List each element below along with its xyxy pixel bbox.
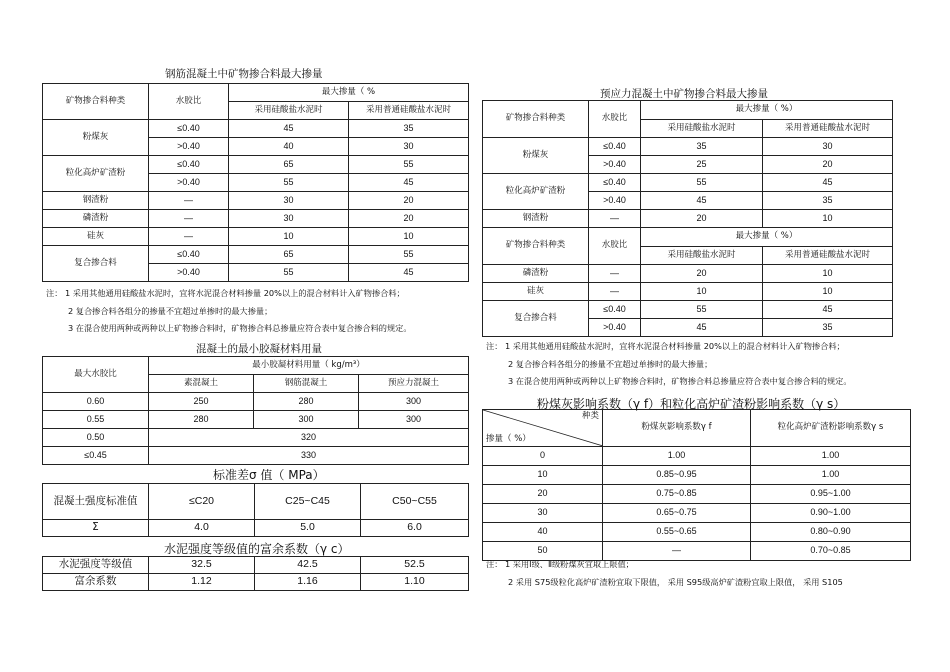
t1-cell: ≤0.40: [149, 120, 229, 138]
t6-cell: 0.65~0.75: [603, 504, 751, 523]
t6-cell: 0.80~0.90: [751, 523, 911, 542]
t5-cell: 30: [763, 138, 893, 156]
t1-cell: 30: [229, 210, 349, 228]
t1-cell: 20: [349, 192, 469, 210]
t5-cell: —: [589, 265, 641, 283]
t1-note-3: 3 在混合使用两种或两种以上矿物掺合料时，矿物掺合料总掺量应符合表中复合掺合料的规定。: [68, 323, 412, 333]
t1-cell: 35: [349, 120, 469, 138]
t5-cell: 10: [763, 265, 893, 283]
t1-cell: 10: [229, 228, 349, 246]
t1-cell: 55: [349, 156, 469, 174]
t5-cell: ≤0.40: [589, 301, 641, 319]
t6-cell: 0: [483, 447, 603, 466]
t4-cell: 1.16: [255, 574, 361, 591]
t1-cell: >0.40: [149, 264, 229, 282]
t5-h-type-2: 矿物掺合料种类: [483, 228, 589, 265]
t3-table: [42, 483, 469, 537]
t2-table: [42, 356, 469, 465]
t5-cell: 35: [763, 319, 893, 337]
t3-h-c1: ≤C20: [149, 484, 255, 520]
t5-cell: ≤0.40: [589, 174, 641, 192]
t5-cell: 45: [763, 301, 893, 319]
t3-title: 标准差σ 值（ MPa）: [213, 468, 325, 482]
t6-table: [482, 409, 911, 561]
t6-cell: 0.55~0.65: [603, 523, 751, 542]
t1-h-c1: 采用硅酸盐水泥时: [229, 102, 349, 120]
t4-title: 水泥强度等级值的富余系数（γ c）: [164, 542, 350, 556]
t6-cell: 30: [483, 504, 603, 523]
t5-cell: 20: [763, 156, 893, 174]
t1-row-name: 磷渣粉: [43, 210, 149, 228]
t1-cell: 20: [349, 210, 469, 228]
t2-cell: 300: [254, 411, 359, 429]
t5-cell: >0.40: [589, 192, 641, 210]
t4-r2-label: 富余系数: [43, 574, 149, 591]
t2-cell: 280: [149, 411, 254, 429]
t5-row-name: 粉煤灰: [483, 138, 589, 174]
t6-cell: 20: [483, 485, 603, 504]
t1-cell: ≤0.40: [149, 156, 229, 174]
t1-h-wb: 水胶比: [149, 84, 229, 120]
t1-note-2: 2 复合掺合料各组分的掺量不宜超过单掺时的最大掺量；: [68, 306, 273, 316]
t5-h-wb: 水胶比: [589, 101, 641, 138]
t3-h-label: 混凝土强度标准值: [43, 484, 149, 520]
t4-cell: 42.5: [255, 557, 361, 574]
t1-row-name: 粒化高炉矿渣粉: [43, 156, 149, 192]
t2-title: 混凝土的最小胶凝材料用量: [196, 343, 322, 355]
t5-h-c1-2: 采用硅酸盐水泥时: [641, 247, 763, 265]
t5-cell: 25: [641, 156, 763, 174]
t6-note-2: 2 采用 S75级粒化高炉矿渣粉宜取下限值， 采用 S95级高炉矿渣粉宜取上限值， 采用 S105: [508, 577, 843, 587]
t5-cell: 10: [763, 283, 893, 301]
t4-table: [42, 556, 469, 591]
t2-cell: 320: [149, 429, 469, 447]
t1-note-1: 注： 1 采用其他通用硅酸盐水泥时，宜将水泥混合材料掺量 20%以上的混合材料计入矿物掺合料；: [46, 288, 405, 298]
t2-h-c2: 钢筋混凝土: [254, 375, 359, 393]
t1-cell: —: [149, 192, 229, 210]
t1-cell: —: [149, 228, 229, 246]
t2-cell: 330: [149, 447, 469, 465]
t2-cell: 300: [359, 393, 469, 411]
t3-cell: 6.0: [361, 520, 469, 537]
t5-note-3: 3 在混合使用两种或两种以上矿物掺合料时，矿物掺合料总掺量应符合表中复合掺合料的规定。: [508, 376, 852, 386]
t1-h-c2: 采用普通硅酸盐水泥时: [349, 102, 469, 120]
t6-h-c1: 粉煤灰影响系数γ f: [603, 410, 751, 447]
t5-cell: 35: [763, 192, 893, 210]
t6-cell: 1.00: [603, 447, 751, 466]
t6-h-kind: 种类: [581, 411, 599, 421]
t1-cell: >0.40: [149, 174, 229, 192]
t5-note-2: 2 复合掺合料各组分的掺量不宜超过单掺时的最大掺量；: [508, 359, 713, 369]
t4-r1-label: 水泥强度等级值: [43, 557, 149, 574]
t5-cell: 55: [641, 301, 763, 319]
t6-cell: 0.75~0.85: [603, 485, 751, 504]
t5-cell: 45: [641, 319, 763, 337]
t5-cell: >0.40: [589, 156, 641, 174]
t2-cell: 0.60: [43, 393, 149, 411]
t6-note-1: 注： 1 采用Ⅰ级、Ⅱ级粉煤灰宜取上限值；: [486, 559, 634, 569]
t1-row-name: 复合掺合料: [43, 246, 149, 282]
t6-cell: 1.00: [751, 447, 911, 466]
t1-cell: 55: [229, 174, 349, 192]
t5-note-1: 注： 1 采用其他通用硅酸盐水泥时，宜将水泥混合材料掺量 20%以上的混合材料计入矿物掺合料；: [486, 341, 845, 351]
t6-cell: 0.90~1.00: [751, 504, 911, 523]
t1-cell: 10: [349, 228, 469, 246]
t6-cell: 10: [483, 466, 603, 485]
t5-h-c1: 采用硅酸盐水泥时: [641, 120, 763, 138]
t1-cell: 30: [349, 138, 469, 156]
t6-cell: 40: [483, 523, 603, 542]
t1-h-type: 矿物掺合料种类: [43, 84, 149, 120]
t3-cell: 4.0: [149, 520, 255, 537]
t2-cell: 250: [149, 393, 254, 411]
t5-cell: ≤0.40: [589, 138, 641, 156]
t3-h-c2: C25~C45: [255, 484, 361, 520]
t1-row-name: 硅灰: [43, 228, 149, 246]
t5-h-type: 矿物掺合料种类: [483, 101, 589, 138]
t3-h-c3: C50~C55: [361, 484, 469, 520]
t1-cell: —: [149, 210, 229, 228]
t5-row-name: 磷渣粉: [483, 265, 589, 283]
t3-cell: 5.0: [255, 520, 361, 537]
t5-cell: 45: [763, 174, 893, 192]
t1-h-max: 最大掺量（ %: [229, 84, 469, 102]
t6-diag-header: [483, 410, 603, 447]
t1-cell: 45: [349, 264, 469, 282]
t1-cell: ≤0.40: [149, 246, 229, 264]
t6-cell: 0.95~1.00: [751, 485, 911, 504]
t2-h-c1: 素混凝土: [149, 375, 254, 393]
t4-cell: 52.5: [361, 557, 469, 574]
t1-cell: 30: [229, 192, 349, 210]
t5-row-name: 钢渣粉: [483, 210, 589, 228]
t2-h-wb: 最大水胶比: [43, 357, 149, 393]
t5-row-name: 复合掺合料: [483, 301, 589, 337]
t4-cell: 1.12: [149, 574, 255, 591]
t6-h-c2: 粒化高炉矿渣粉影响系数γ s: [751, 410, 911, 447]
t5-cell: 45: [641, 192, 763, 210]
t2-cell: ≤0.45: [43, 447, 149, 465]
t1-cell: 65: [229, 156, 349, 174]
t4-cell: 32.5: [149, 557, 255, 574]
t5-title: 预应力混凝土中矿物掺合料最大掺量: [600, 88, 768, 100]
t6-h-dose: 掺量（ %）: [486, 433, 531, 444]
t2-cell: 300: [359, 411, 469, 429]
t1-table: [42, 83, 469, 282]
t5-h-c2-2: 采用普通硅酸盐水泥时: [763, 247, 893, 265]
t1-row-name: 粉煤灰: [43, 120, 149, 156]
t1-title: 钢筋混凝土中矿物掺合料最大掺量: [165, 68, 323, 80]
t5-cell: —: [589, 210, 641, 228]
t1-cell: 55: [229, 264, 349, 282]
t1-cell: 55: [349, 246, 469, 264]
t4-cell: 1.10: [361, 574, 469, 591]
t1-cell: 40: [229, 138, 349, 156]
t5-h-wb-2: 水胶比: [589, 228, 641, 265]
t5-h-max: 最大掺量（ %）: [641, 101, 893, 120]
t5-table: [482, 100, 893, 337]
t1-cell: 45: [349, 174, 469, 192]
t5-row-name: 粒化高炉矿渣粉: [483, 174, 589, 210]
t2-cell: 0.50: [43, 429, 149, 447]
t1-row-name: 钢渣粉: [43, 192, 149, 210]
t2-h-c3: 预应力混凝土: [359, 375, 469, 393]
t6-cell: 0.70~0.85: [751, 542, 911, 561]
t5-cell: 35: [641, 138, 763, 156]
t5-cell: 10: [763, 210, 893, 228]
t1-cell: 45: [229, 120, 349, 138]
t1-cell: 65: [229, 246, 349, 264]
t2-h-min: 最小胶凝材料用量（ kg/m³）: [149, 357, 469, 375]
t6-title: 粉煤灰影响系数（γ f）和粒化高炉矿渣粉影响系数（γ s）: [537, 397, 846, 411]
t2-cell: 0.55: [43, 411, 149, 429]
t5-cell: >0.40: [589, 319, 641, 337]
t5-cell: 20: [641, 210, 763, 228]
t1-cell: >0.40: [149, 138, 229, 156]
t6-cell: 50: [483, 542, 603, 561]
t5-cell: 20: [641, 265, 763, 283]
t3-r-label: Σ: [43, 520, 149, 537]
t5-row-name: 硅灰: [483, 283, 589, 301]
t5-h-max-2: 最大掺量（ %）: [641, 228, 893, 247]
t6-cell: —: [603, 542, 751, 561]
t2-cell: 280: [254, 393, 359, 411]
t6-cell: 1.00: [751, 466, 911, 485]
t5-cell: 10: [641, 283, 763, 301]
t6-cell: 0.85~0.95: [603, 466, 751, 485]
t5-h-c2: 采用普通硅酸盐水泥时: [763, 120, 893, 138]
t5-cell: 55: [641, 174, 763, 192]
t5-cell: —: [589, 283, 641, 301]
